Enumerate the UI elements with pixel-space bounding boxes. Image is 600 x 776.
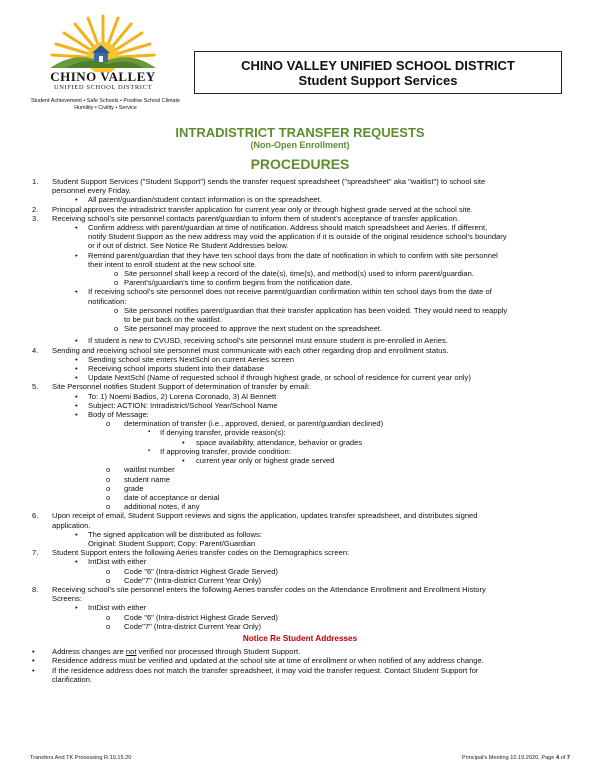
step-3-bullet-2-line-2: their intent to enroll student at the new school site. (88, 259, 257, 269)
logo-name: CHINO VALLEY (50, 69, 156, 84)
sun-hills-logo-icon (36, 12, 170, 72)
list-item: 4. Sending and receiving school site personnel must communicate with each other regarding drop and enrollment status. (32, 345, 449, 355)
list-item: o student name (106, 474, 171, 484)
list-item: • To: 1) Noemi Badios, 2) Lorena Coronado, 3) Al Bennett (75, 391, 277, 401)
list-item: • All parent/guardian/student contact information is on the spreadsheet. (75, 195, 322, 205)
step-3-sub-1: Site personnel shall keep a record of the date(s), time(s), and method(s) used to inform parent/guardian. (124, 269, 474, 279)
step-3-bullet-1-line-3: or if out of district. See Notice Re Student Addresses below. (88, 241, 289, 251)
email-deny-reasons: space availability, attendance, behavior or grades (196, 437, 363, 447)
footer-right (462, 755, 570, 761)
step-5-text: Site Personnel notifies Student Support of determination of transfer by email: (52, 382, 310, 392)
step-2-text: Principal approves the intradistrict transfer application for current year only or through highest grade served at the school site. (52, 204, 473, 214)
tagline-line-2: Humility • Civility • Service (74, 105, 137, 111)
list-item: o Site personnel shall keep a record of the date(s), time(s), and method(s) used to inform parent/guardian. (114, 269, 474, 279)
list-item: • Receiving school imports student into their database (75, 364, 265, 374)
footer-left: Transfers And TK Processing R.10.15.20 (30, 755, 132, 761)
list-item: 6. Upon receipt of email, Student Support reviews and signs the application, updates transfer spreadsheet, and distributes signed application. (30, 511, 570, 529)
step-3-sub-2: Parent's/guardian's time to confirm begins from the notification date. (124, 278, 353, 288)
procedures-heading: PROCEDURES (250, 156, 350, 172)
list-item: o Code "6" (Intra-district Highest Grade Served) (106, 566, 278, 576)
list-item: • If student is new to CVUSD, receiving school’s site personnel must ensure student is pre-enrolled in Aeries. (75, 336, 448, 346)
email-item-4: date of acceptance or denial (124, 492, 220, 502)
list-item: o Site personnel may proceed to approve the next student on the spreadsheet. (114, 324, 382, 334)
notice-heading: Notice Re Student Addresses (242, 633, 358, 643)
list-item: • Remind parent/guardian that they have ten school days from the date of notification in which to confirm with site personnel their intent to enroll student at the new school site. (30, 251, 570, 269)
step-3-bullet-3-line-1: If receiving school’s site personnel does not receive parent/guardian confirmation within ten school days from the date of (88, 287, 492, 297)
step-6-line-2: application. (52, 520, 91, 530)
district-name: CHINO VALLEY UNIFIED SCHOOL DISTRICT (241, 58, 515, 73)
list-item: o date of acceptance or denial (106, 492, 220, 502)
step-8-line-1: Receiving school’s site personnel enters the following Aeries transfer codes on the Attendance Enrollment and Enrollment History (52, 584, 486, 594)
footer-of: of (559, 755, 567, 761)
step-8-code-7: Code"7" (Intra-district Current Year Only) (124, 621, 262, 631)
email-item-1: waitlist number (124, 465, 175, 475)
list-item: • Subject: ACTION: Intradistrict/School Year/School Name (75, 400, 278, 410)
step-3-sub-3-line-1: Site personnel notifies parent/guardian that their transfer application has been voided. They would need to reapply (124, 305, 508, 315)
step-8-bullet-1: IntDist with either (88, 603, 147, 613)
list-item: 5. Site Personnel notifies Student Support of determination of transfer by email: (32, 382, 310, 392)
list-item: ▪ If denying transfer, provide reason(s): (148, 428, 286, 438)
list-item: 3. Receiving school’s site personnel contacts parent/guardian to inform them of student’s acceptance of transfer application. (32, 213, 460, 223)
step-7-code-7: Code"7" (Intra-district Current Year Only) (124, 575, 262, 585)
list-item: o additional notes, if any (106, 502, 200, 512)
list-item: o Parent's/guardian's time to confirm begins from the notification date. (114, 278, 353, 288)
procedures-body (30, 177, 570, 684)
list-item: • IntDist with either (75, 557, 147, 567)
list-item: • current year only or highest grade served (182, 456, 335, 466)
email-approve: If approving transfer, provide condition: (160, 446, 291, 456)
step-6-bullet-1-detail: Original: Student Support; Copy: Parent/Guardian (88, 538, 256, 548)
tagline-line-1: Student Achievement • Safe Schools • Positive School Climate (30, 98, 181, 104)
notice-1-a: Address changes are (52, 647, 126, 657)
list-item: • Sending school site enters NextSchl on current Aeries screen (75, 354, 294, 364)
list-item: 8. Receiving school’s site personnel enters the following Aeries transfer codes on the Attendance Enrollment and Enrollment History Screens: (30, 585, 570, 603)
list-item: o determination of transfer (i.e., approved, denied, or parent/guardian declined) (106, 419, 384, 429)
list-item: o Code "6" (Intra-district Highest Grade Served) (106, 612, 278, 622)
list-item: o Code"7" (Intra-district Current Year Only) (106, 575, 262, 585)
footer-page-label: Principal's Meeting 10.19.2020, Page (461, 755, 556, 761)
email-item-3: grade (124, 483, 144, 493)
step-3-text: Receiving school’s site personnel contacts parent/guardian to inform them of student’s acceptance of transfer application. (52, 213, 460, 223)
step-7-code-6: Code "6" (Intra-district Highest Grade Served) (124, 566, 278, 576)
step-3-bullet-1-line-2: notify Student Support as the new address may void the application if it is outside of the original residence school’s boundary (88, 232, 507, 242)
step-8-line-2: Screens: (52, 594, 82, 604)
list-item: 1. Student Support Services ("Student Support") sends the transfer request spreadsheet ("spreadsheet" aka "waitlist") to school site personnel every Friday. (30, 177, 570, 195)
email-to: To: 1) Noemi Badios, 2) Lorena Coronado, 3) Al Bennett (88, 391, 277, 401)
notice-1-not: not (125, 647, 137, 657)
step-3-sub-3-line-2: to be put back on the waitlist. (124, 315, 222, 325)
step-3-bullet-1-line-1: Confirm address with parent/guardian at time of notification. Address should match spreadsheet and Aeries. If different, (88, 223, 488, 233)
list-item: • IntDist with either (75, 603, 147, 613)
step-6-line-1: Upon receipt of email, Student Support reviews and signs the application, updates transfer spreadsheet, and distributes signed (52, 511, 478, 521)
email-subject: Subject: ACTION: Intradistrict/School Year/School Name (88, 400, 278, 410)
footer-page-total: 7 (566, 755, 570, 761)
logo-subtitle: UNIFIED SCHOOL DISTRICT (53, 84, 153, 91)
list-item: 2. Principal approves the intradistrict transfer application for current year only or through highest grade served at the school site. (32, 204, 473, 214)
logo-tagline (28, 98, 183, 112)
email-item-5: additional notes, if any (124, 502, 200, 512)
email-determination: determination of transfer (i.e., approved, denied, or parent/guardian declined) (124, 419, 384, 429)
step-3-bullet-2-line-1: Remind parent/guardian that they have ten school days from the date of notification in which to confirm with site personnel (88, 250, 498, 260)
footer-page-number: 4 (555, 755, 560, 761)
step-4-bullet-3: Update NextSchl (Name of requested school if through highest grade, or school of residence for current year only) (88, 373, 471, 383)
step-1-line-1: Student Support Services ("Student Support") sends the transfer request spreadsheet ("spreadsheet" aka "waitlist") to school site (52, 177, 486, 186)
list-item: o grade (106, 483, 144, 493)
list-item: 7. Student Support enters the following Aeries transfer codes on the Demographics screen: (32, 548, 350, 558)
list-item: • Residence address must be verified and updated at the school site at time of enrollment or when notified of any address change. (32, 656, 484, 666)
notice-3-line-1: If the residence address does not match the transfer spreadsheet, it may void the transfer request. Contact Student Support for (52, 665, 479, 675)
list-item: o Code"7" (Intra-district Current Year Only) (106, 621, 262, 631)
document-title: INTRADISTRICT TRANSFER REQUESTS (175, 125, 425, 140)
list-item: • Update NextSchl (Name of requested school if through highest grade, or school of residence for current year only) (75, 373, 471, 383)
list-item: • space availability, attendance, behavior or grades (182, 437, 363, 447)
step-1-line-2: personnel every Friday. (52, 186, 131, 196)
step-7-text: Student Support enters the following Aeries transfer codes on the Demographics screen: (52, 548, 350, 558)
step-3-bullet-3-line-2: notification: (88, 296, 127, 306)
step-8-code-6: Code "6" (Intra-district Highest Grade Served) (124, 612, 278, 622)
step-4-bullet-1: Sending school site enters NextSchl on current Aeries screen (88, 354, 294, 364)
list-item: ▪ If approving transfer, provide condition: (148, 446, 291, 456)
step-6-bullet-1: The signed application will be distributed as follows: (88, 529, 262, 539)
document-subtitle: (Non-Open Enrollment) (250, 140, 350, 150)
list-item: • The signed application will be distributed as follows: Original: Student Support; Copy: Parent/Guardian (30, 530, 570, 548)
step-3-bullet-4: If student is new to CVUSD, receiving school’s site personnel must ensure student is pre-enrolled in Aeries. (88, 336, 448, 346)
step-4-bullet-2: Receiving school imports student into their database (88, 364, 265, 374)
step-7-bullet-1: IntDist with either (88, 557, 147, 567)
list-item: • Confirm address with parent/guardian at time of notification. Address should match spreadsheet and Aeries. If different, notify Student Support as the new address may void the application if it is outside of the original residence school’s boundary or if out of district. See Notice Re Student Addresses below. (30, 223, 570, 251)
step-4-text: Sending and receiving school site personnel must communicate with each other regarding drop and enrollment status. (52, 345, 449, 355)
notice-2: Residence address must be verified and updated at the school site at time of enrollment or when notified of any address change. (52, 656, 484, 666)
step-1-bullet-1: All parent/guardian/student contact information is on the spreadsheet. (88, 195, 322, 205)
email-deny: If denying transfer, provide reason(s): (160, 428, 286, 438)
department-name: Student Support Services (298, 73, 458, 88)
email-body-label: Body of Message: (88, 410, 149, 420)
list-item: o waitlist number (106, 465, 175, 475)
list-item: o Site personnel notifies parent/guardian that their transfer application has been voided. They would need to reapply to be put back on the waitlist. (30, 306, 570, 324)
email-item-2: student name (124, 474, 171, 484)
list-item: • If receiving school’s site personnel does not receive parent/guardian confirmation within ten school days from the date of notification: (30, 287, 570, 305)
email-approve-condition: current year only or highest grade served (196, 456, 335, 466)
list-item: • Address changes are not verified nor processed through Student Support. (32, 647, 301, 657)
list-item: • Body of Message: (75, 410, 149, 420)
notice-1-b: verified nor processed through Student Support. (136, 647, 301, 657)
list-item: • If the residence address does not match the transfer spreadsheet, it may void the transfer request. Contact Student Support for clarification. (30, 666, 570, 684)
header-box (194, 51, 562, 94)
notice-3-line-2: clarification. (52, 674, 93, 684)
step-3-sub-4: Site personnel may proceed to approve the next student on the spreadsheet. (124, 324, 382, 334)
